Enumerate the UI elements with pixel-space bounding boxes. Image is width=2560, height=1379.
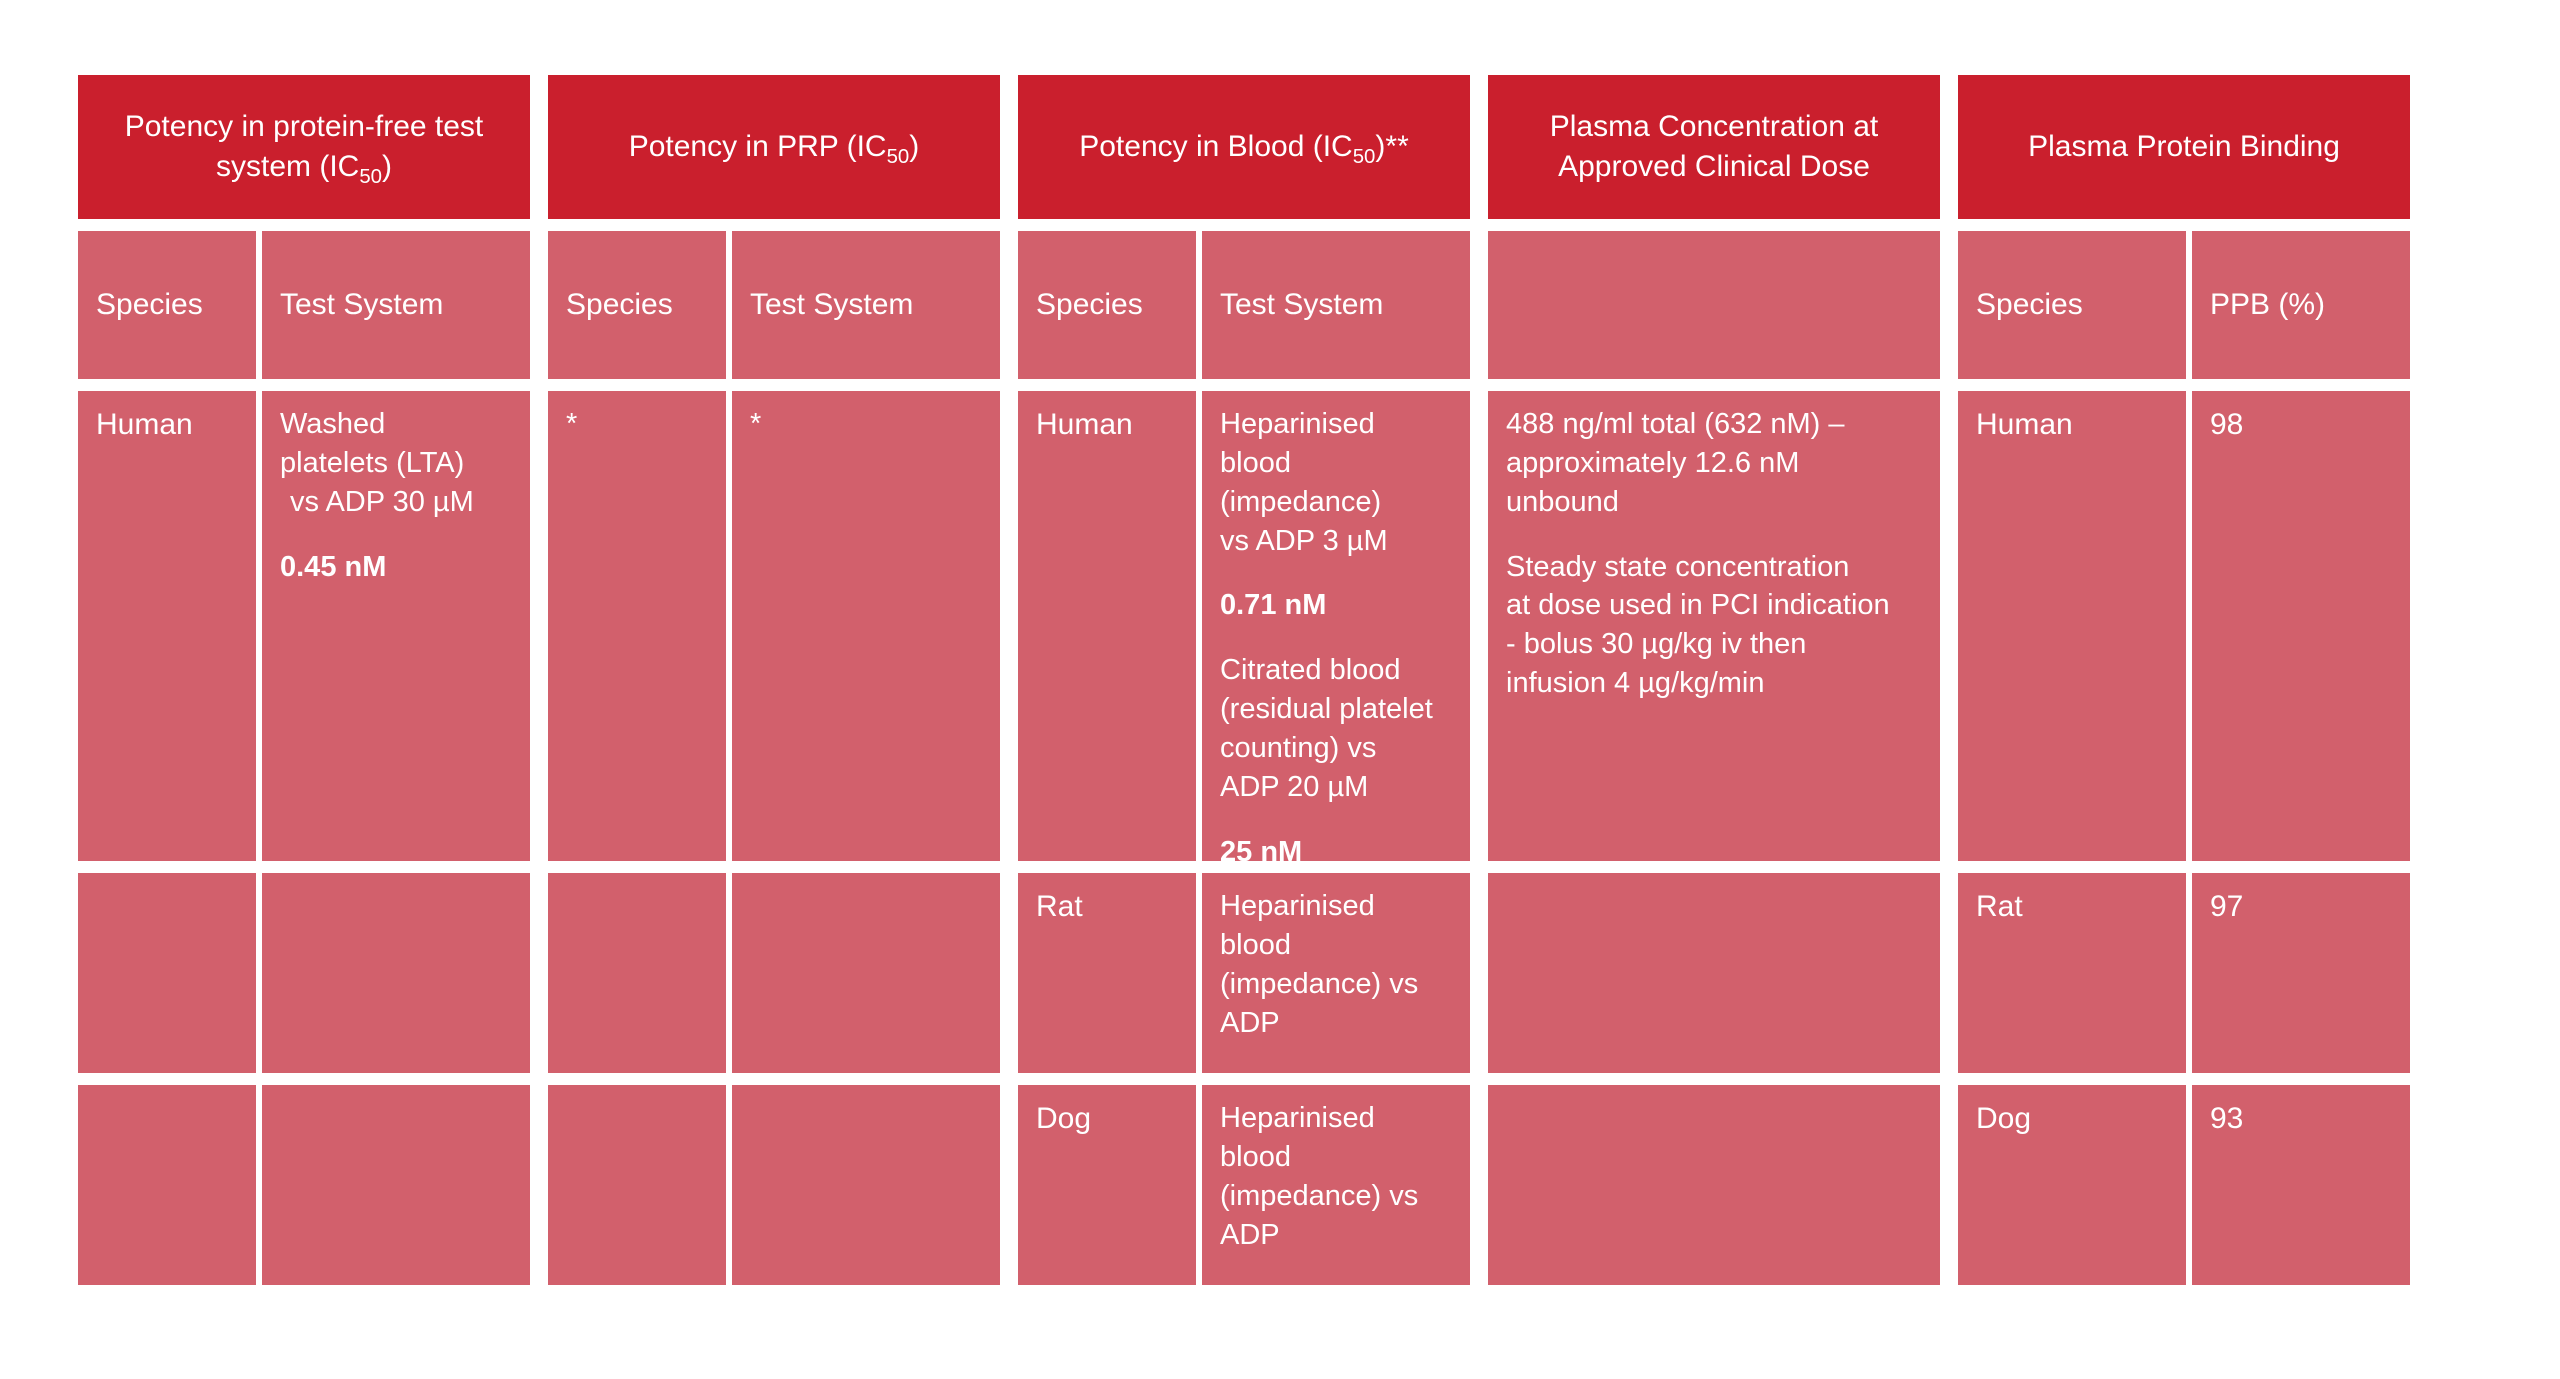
test-line: Heparinised blood xyxy=(1220,890,1375,961)
cell-ppb-value: 97 xyxy=(2192,873,2410,1073)
row1-group-prp xyxy=(548,391,1000,861)
test-value: 0.72 nM xyxy=(1220,1283,1327,1316)
group-header-text: Plasma Concentration at Approved Clinical Dose xyxy=(1549,110,1879,183)
row3-group-plasma-concentration xyxy=(1488,1085,1940,1285)
subscript: 50 xyxy=(1352,145,1376,168)
cell-species xyxy=(548,1085,726,1285)
group-header-protein-free xyxy=(78,75,530,219)
concentration-line: - bolus 30 µg/kg iv then xyxy=(1506,628,1807,661)
cell-test-system xyxy=(732,1085,1000,1285)
row3-group-blood xyxy=(1018,1085,1470,1316)
group-block-ppb xyxy=(1958,231,2410,379)
test-value: 25 nM xyxy=(1220,835,1303,868)
row1-group-blood xyxy=(1018,391,1470,868)
group-header-prp xyxy=(548,75,1000,219)
group-header-text: Plasma Protein Binding xyxy=(2028,130,2340,164)
subheader-ppb-percent: PPB (%) xyxy=(2192,231,2410,379)
concentration-line: unbound xyxy=(1506,485,1619,518)
cell-plasma-concentration xyxy=(1488,1085,1940,1285)
cell-species: Human xyxy=(1018,391,1196,861)
group-header-plasma-protein-binding xyxy=(1958,75,2410,219)
cell-test-system xyxy=(262,1085,530,1285)
concentration-line: Steady state concentration xyxy=(1506,550,1850,583)
table-row xyxy=(78,391,2488,868)
data-table xyxy=(78,75,2488,1316)
test-line: ADP xyxy=(1220,1218,1280,1251)
test-value: 0.71 nM xyxy=(1220,589,1327,622)
cell-ppb-value: 93 xyxy=(2192,1085,2410,1285)
subheader-plasma-concentration-blank xyxy=(1488,231,1940,379)
cell-test-system xyxy=(732,873,1000,1073)
cell-test-system xyxy=(262,391,530,861)
group-block-plasma-concentration xyxy=(1488,231,1940,379)
cell-test-system xyxy=(1202,873,1470,1073)
cell-plasma-concentration xyxy=(1488,391,1940,861)
cell-species xyxy=(78,873,256,1073)
cell-species: Dog xyxy=(1018,1085,1196,1285)
row1-group-ppb xyxy=(1958,391,2410,861)
row2-group-protein-free xyxy=(78,873,530,1073)
cell-test-system xyxy=(262,873,530,1073)
row1-group-protein-free xyxy=(78,391,530,861)
table-row xyxy=(78,1085,2488,1316)
cell-species: Dog xyxy=(1958,1085,2186,1285)
group-block-blood xyxy=(1018,231,1470,379)
row2-group-prp xyxy=(548,873,1000,1073)
cell-species xyxy=(548,873,726,1073)
subscript: 50 xyxy=(886,145,910,168)
group-header-text: Potency in PRP (IC xyxy=(628,130,887,164)
row3-group-ppb xyxy=(1958,1085,2410,1285)
cell-plasma-concentration xyxy=(1488,873,1940,1073)
row2-group-ppb xyxy=(1958,873,2410,1073)
concentration-line: infusion 4 µg/kg/min xyxy=(1506,667,1765,700)
subheader-test-system-protein-free: Test System xyxy=(262,231,530,379)
group-header-text-post: )** xyxy=(1375,130,1409,164)
test-line: blood (impedance) xyxy=(1220,446,1382,518)
table-row xyxy=(78,873,2488,1073)
sub-header-row xyxy=(78,231,2488,379)
group-block-prp xyxy=(548,231,1000,379)
row1-group-plasma-concentration xyxy=(1488,391,1940,861)
test-line: platelets (LTA) xyxy=(280,446,465,479)
group-header-text-post: ) xyxy=(909,130,920,164)
test-line: counting) vs xyxy=(1220,732,1377,765)
subheader-species-prp: Species xyxy=(548,231,726,379)
concentration-line: 488 ng/ml total (632 nM) – xyxy=(1506,408,1845,440)
test-line: (impedance) vs xyxy=(1220,967,1419,1000)
test-line: (residual platelet xyxy=(1220,693,1433,726)
test-line: vs ADP 30 µM xyxy=(290,485,474,518)
group-header-blood xyxy=(1018,75,1470,219)
subheader-species-ppb: Species xyxy=(1958,231,2186,379)
row3-group-protein-free xyxy=(78,1085,530,1285)
subheader-species-protein-free: Species xyxy=(78,231,256,379)
test-line: vs ADP 3 µM xyxy=(1220,524,1388,557)
group-block-protein-free xyxy=(78,231,530,379)
cell-test-system: * xyxy=(732,391,1000,861)
group-header-plasma-concentration xyxy=(1488,75,1940,219)
group-header-text: Potency in protein-free test system (IC xyxy=(124,110,484,183)
row3-group-prp xyxy=(548,1085,1000,1285)
cell-species: Rat xyxy=(1018,873,1196,1073)
cell-test-system xyxy=(1202,391,1470,868)
cell-test-system xyxy=(1202,1085,1470,1316)
subscript: 50 xyxy=(359,165,383,188)
test-line: Citrated blood xyxy=(1220,654,1401,687)
test-line: Washed xyxy=(280,408,386,440)
group-header-text-post: ) xyxy=(382,150,393,183)
row2-group-plasma-concentration xyxy=(1488,873,1940,1073)
subheader-test-system-blood: Test System xyxy=(1202,231,1470,379)
cell-species xyxy=(78,1085,256,1285)
cell-species: * xyxy=(548,391,726,861)
row2-group-blood xyxy=(1018,873,1470,1073)
cell-species: Human xyxy=(1958,391,2186,861)
concentration-line: at dose used in PCI indication xyxy=(1506,589,1890,622)
test-line: Heparinised xyxy=(1220,408,1375,440)
test-value: 0.45 nM xyxy=(280,550,387,583)
test-line: ADP xyxy=(1220,1006,1280,1039)
subheader-test-system-prp: Test System xyxy=(732,231,1000,379)
test-line: ADP 20 µM xyxy=(1220,770,1369,803)
cell-ppb-value: 98 xyxy=(2192,391,2410,861)
cell-species: Rat xyxy=(1958,873,2186,1073)
test-line: (impedance) vs xyxy=(1220,1179,1419,1212)
cell-species: Human xyxy=(78,391,256,861)
group-header-text: Potency in Blood (IC xyxy=(1079,130,1353,164)
test-line: Heparinised blood xyxy=(1220,1102,1375,1173)
group-header-row xyxy=(78,75,2488,219)
concentration-line: approximately 12.6 nM xyxy=(1506,446,1800,479)
subheader-species-blood: Species xyxy=(1018,231,1196,379)
